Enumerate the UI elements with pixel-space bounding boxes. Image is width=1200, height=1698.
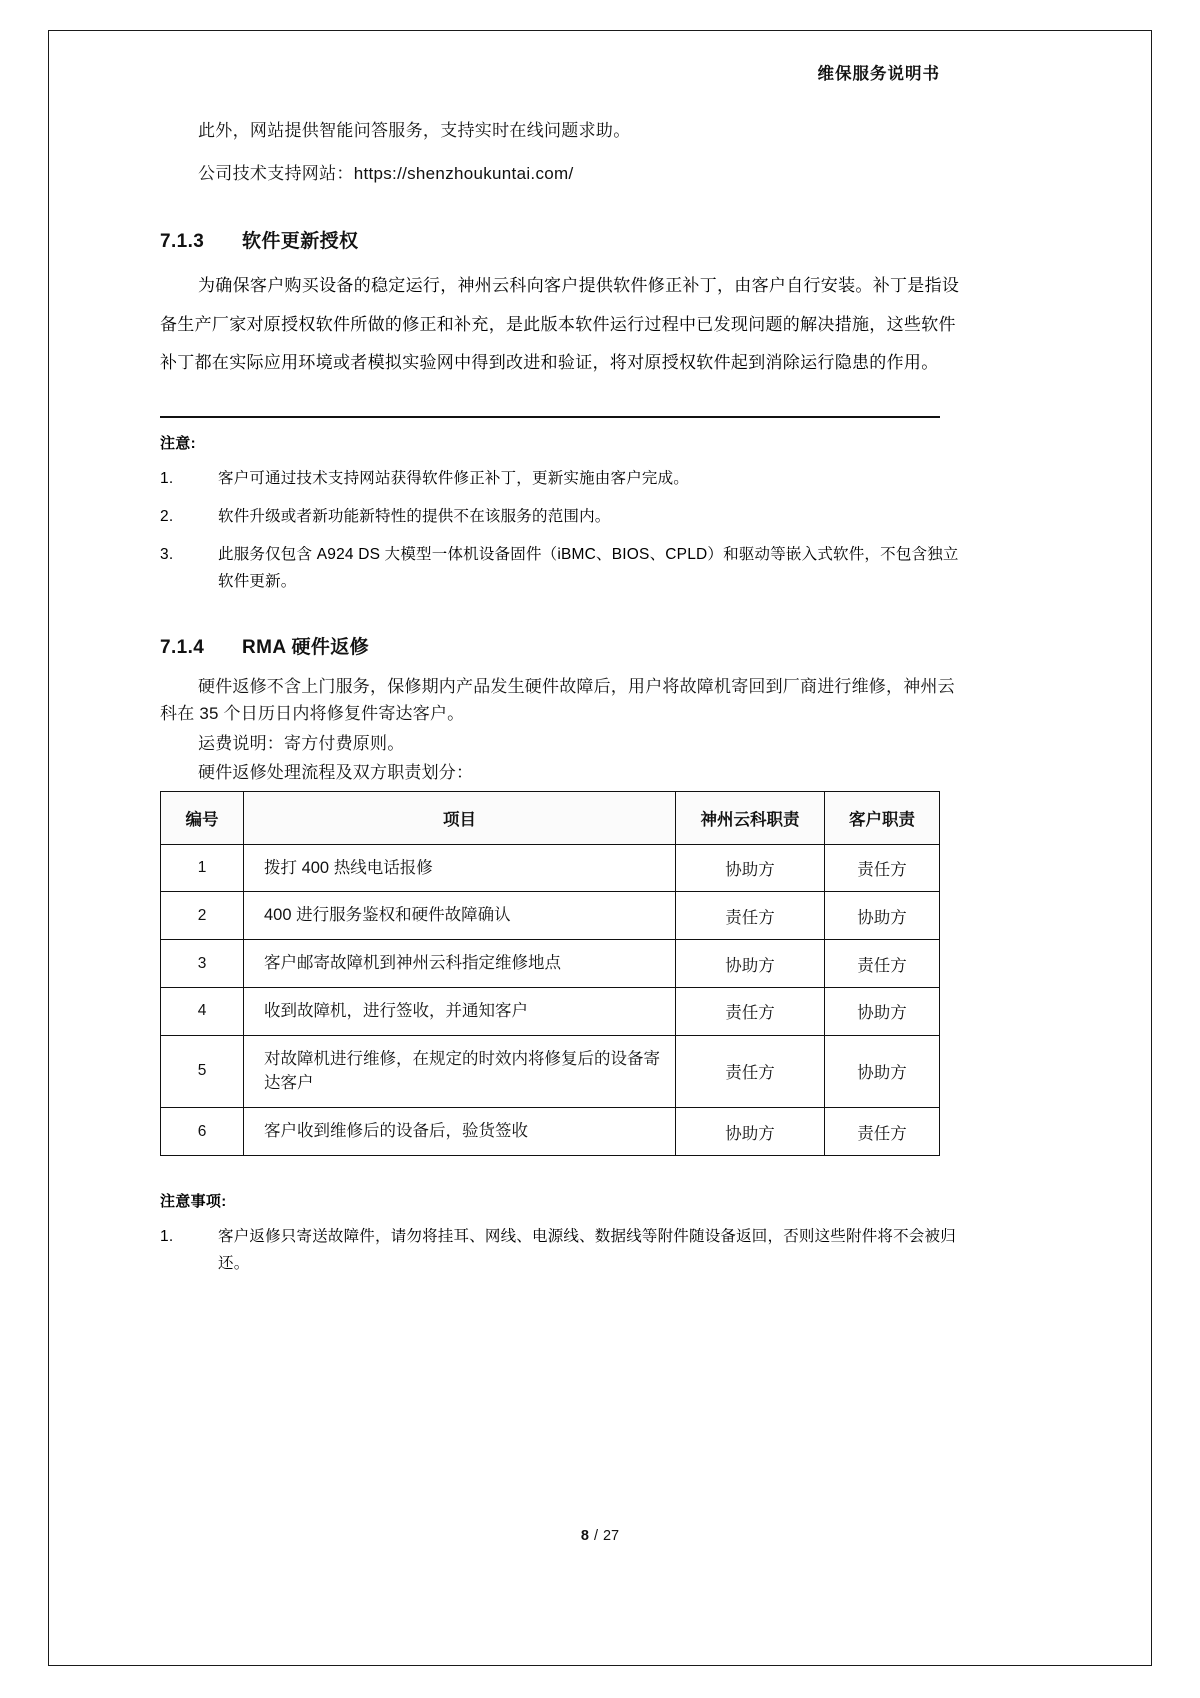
footer-total-pages: 27 [602, 1528, 620, 1544]
table-body [161, 844, 940, 1155]
list-item [160, 465, 960, 492]
intro-paragraph-2: 公司技术支持网站：https://shenzhoukuntai.com/ [198, 164, 574, 184]
cell-item: 客户邮寄故障机到神州云科指定维修地点 [244, 940, 676, 988]
column-header-item: 项目 [244, 791, 676, 844]
notice-block-714 [160, 1190, 960, 1277]
cell-item: 拨打 400 热线电话报修 [244, 844, 676, 892]
cell-responsibility: 责任方 [676, 892, 825, 940]
notice-list-713 [160, 465, 960, 596]
cell-item: 收到故障机，进行签收，并通知客户 [244, 987, 676, 1035]
section-714-paragraph-1: 硬件返修不含上门服务，保修期内产品发生硬件故障后，用户将故障机寄回到厂商进行维修，神州云科在 35 个日历日内将修复件寄达客户。 [160, 676, 955, 724]
column-header-no: 编号 [161, 791, 244, 844]
table-row [161, 892, 940, 940]
cell-no: 5 [161, 1035, 244, 1108]
cell-customer: 协助方 [825, 892, 940, 940]
page-header-title: 维保服务说明书 [817, 65, 940, 83]
footer-page-number: 8 [580, 1528, 589, 1544]
list-text: 客户返修只寄送故障件，请勿将挂耳、网线、电源线、数据线等附件随设备返回，否则这些附件将不会被归还。 [218, 1227, 956, 1273]
section-714-paragraph-3: 硬件返修处理流程及双方职责划分： [198, 763, 474, 783]
table-header-row [161, 791, 940, 844]
list-item [160, 1223, 960, 1277]
list-item [160, 503, 960, 530]
list-marker: 2. [160, 508, 174, 526]
table-row [161, 987, 940, 1035]
cell-no: 4 [161, 987, 244, 1035]
column-header-responsibility: 神州云科职责 [676, 791, 825, 844]
list-marker: 1. [160, 470, 174, 488]
list-text: 客户可通过技术支持网站获得软件修正补丁，更新实施由客户完成。 [218, 470, 690, 488]
section-title-714: RMA 硬件返修 [242, 636, 370, 658]
table-row [161, 940, 940, 988]
page-content [160, 60, 960, 1288]
cell-customer: 协助方 [825, 1035, 940, 1108]
list-marker: 3. [160, 546, 174, 564]
cell-item: 400 进行服务鉴权和硬件故障确认 [244, 892, 676, 940]
cell-customer: 协助方 [825, 987, 940, 1035]
section-heading-714 [160, 632, 960, 659]
section-title-713: 软件更新授权 [242, 231, 359, 253]
cell-responsibility: 协助方 [676, 1108, 825, 1156]
cell-responsibility: 责任方 [676, 987, 825, 1035]
cell-responsibility: 协助方 [676, 940, 825, 988]
section-number-713: 7.1.3 [160, 231, 205, 253]
cell-item: 客户收到维修后的设备后，验货签收 [244, 1108, 676, 1156]
notice-label-714: 注意事项: [160, 1192, 227, 1210]
table-row [161, 1108, 940, 1156]
cell-item: 对故障机进行维修，在规定的时效内将修复后的设备寄达客户 [244, 1035, 676, 1108]
list-item [160, 541, 960, 595]
rma-process-table [160, 791, 940, 1156]
list-text: 此服务仅包含 A924 DS 大模型一体机设备固件（iBMC、BIOS、CPLD）和驱动等嵌入式软件，不包含独立软件更新。 [218, 546, 959, 591]
section-number-714: 7.1.4 [160, 636, 205, 658]
notice-list-714 [160, 1223, 960, 1277]
table-row [161, 844, 940, 892]
list-text: 软件升级或者新功能新特性的提供不在该服务的范围内。 [218, 508, 611, 526]
cell-no: 3 [161, 940, 244, 988]
cell-no: 1 [161, 844, 244, 892]
footer-separator: / [593, 1528, 598, 1544]
section-713-body: 为确保客户购买设备的稳定运行，神州云科向客户提供软件修正补丁，由客户自行安装。补丁是指设备生产厂家对原授权软件所做的修正和补充，是此版本软件运行过程中已发现问题的解决措施，这些软件补丁都在实际应用环境或者模拟实验网中得到改进和验证，将对原授权软件起到消除运行隐患的作用。 [160, 276, 960, 372]
cell-customer: 责任方 [825, 940, 940, 988]
cell-customer: 责任方 [825, 844, 940, 892]
table-header [161, 791, 940, 844]
cell-customer: 责任方 [825, 1108, 940, 1156]
notice-label-713: 注意: [160, 435, 196, 453]
cell-responsibility: 协助方 [676, 844, 825, 892]
notice-divider-1 [160, 416, 940, 418]
cell-no: 2 [161, 892, 244, 940]
list-marker: 1. [160, 1227, 174, 1245]
table-row [161, 1035, 940, 1108]
section-heading-713 [160, 226, 960, 253]
section-714-paragraph-2: 运费说明：寄方付费原则。 [198, 733, 405, 753]
column-header-customer: 客户职责 [825, 791, 940, 844]
cell-responsibility: 责任方 [676, 1035, 825, 1108]
page-footer [0, 1528, 1200, 1544]
section-714-body [160, 673, 960, 787]
cell-no: 6 [161, 1108, 244, 1156]
intro-paragraph-1: 此外，网站提供智能问答服务，支持实时在线问题求助。 [198, 121, 631, 140]
